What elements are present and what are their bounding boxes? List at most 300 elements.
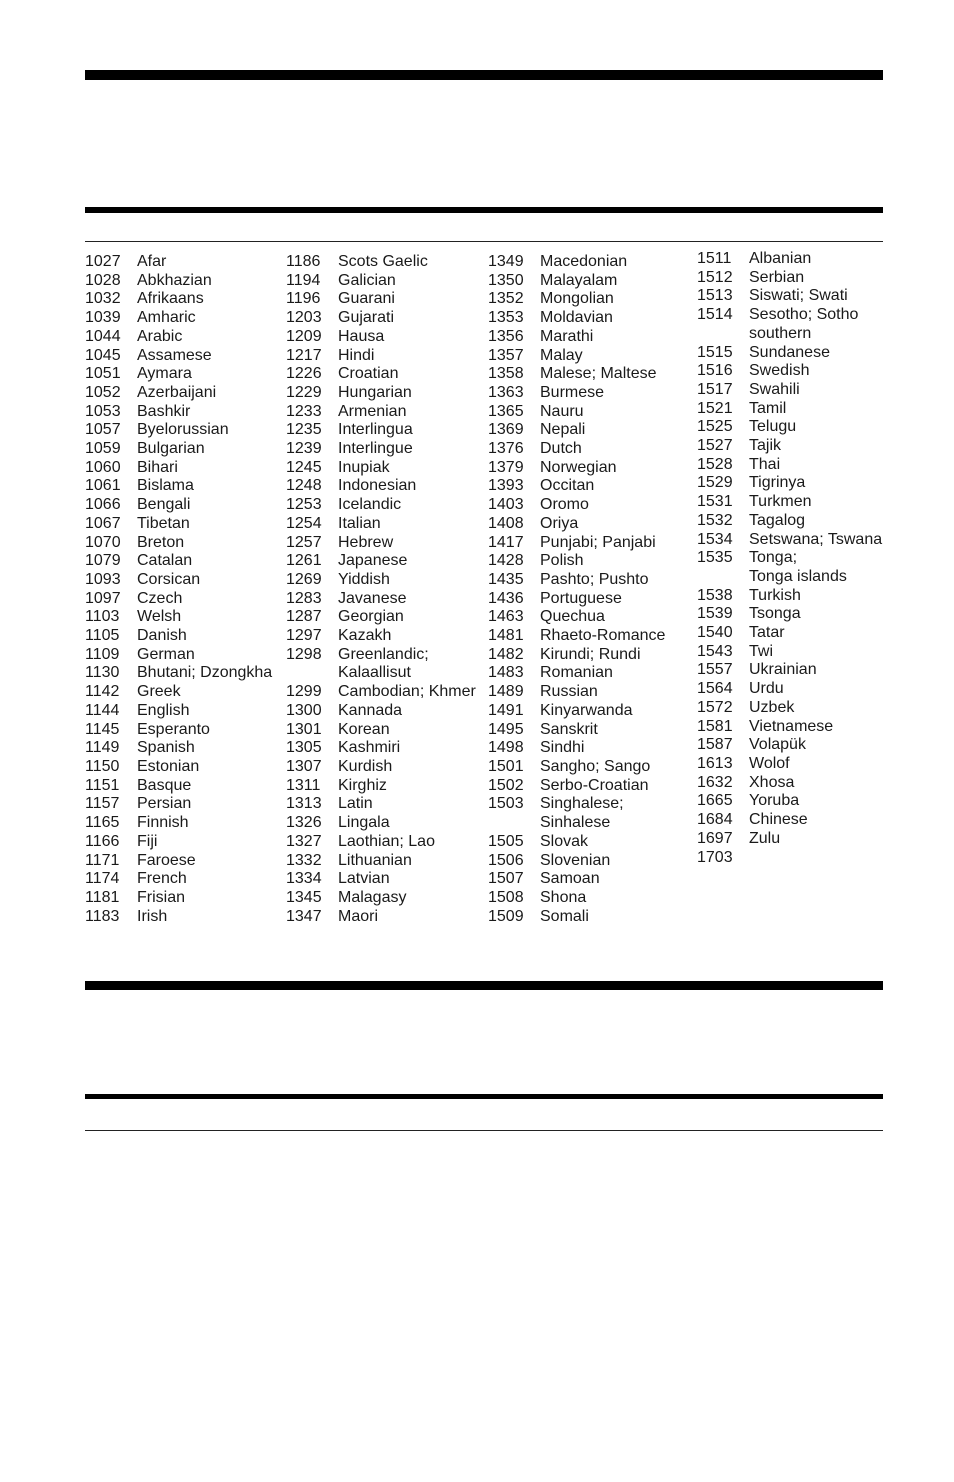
language-code: 1505 [488,832,524,850]
language-name: Assamese [137,346,212,364]
language-entry [85,814,282,833]
language-entry [85,459,282,478]
language-code: 1248 [286,477,322,495]
language-entry [286,365,483,384]
language-code: 1503 [488,795,524,813]
language-name: Swahili [749,380,800,398]
language-entry [85,290,282,309]
language-name: Esperanto [137,720,210,738]
language-name: Tajik [749,437,782,455]
language-code: 1307 [286,757,322,775]
language-entry [488,515,690,534]
language-entry [85,833,282,852]
language-entry [286,403,483,422]
language-code: 1352 [488,290,524,308]
language-name: Yoruba [749,792,800,810]
language-entry [488,552,690,571]
language-name: Armenian [338,402,407,420]
language-entry [286,552,483,571]
language-entry [85,702,282,721]
language-name: Corsican [137,570,201,588]
language-entry [286,758,483,777]
language-code: 1174 [85,870,120,888]
language-name: Kashmiri [338,739,401,757]
language-name: Yiddish [338,570,390,588]
language-code: 1557 [697,661,733,679]
language-code: 1535 [697,549,733,567]
language-code: 1525 [697,418,733,436]
language-name: Siswati; Swati [749,287,848,305]
language-name: Volapük [749,736,806,754]
language-name: Sangho; Sango [540,757,651,775]
language-entry [85,627,282,646]
language-entry [488,384,690,403]
language-entry [85,440,282,459]
language-code: 1489 [488,683,524,701]
language-name: Sesotho; Sotho southern [749,306,859,342]
language-entry [85,908,282,927]
language-name: Kirundi; Rundi [540,645,641,663]
language-code: 1538 [697,586,733,604]
language-name: Albanian [749,250,812,267]
language-code: 1044 [85,327,121,345]
language-entry [85,870,282,889]
language-entry [286,702,483,721]
language-code: 1703 [697,848,733,866]
language-column-2 [286,253,483,926]
language-code: 1203 [286,309,322,327]
language-entry [85,646,282,665]
language-name: Malay [540,346,583,364]
language-name: Japanese [338,552,408,570]
language-code: 1529 [697,474,733,492]
language-entry [286,739,483,758]
language-code: 1313 [286,795,322,813]
language-code: 1105 [85,627,120,645]
language-name: Bhutani; Dzongkha [137,664,273,682]
language-name: Occitan [540,477,595,495]
language-name: Breton [137,533,185,551]
language-name: Latin [338,795,373,813]
language-code: 1363 [488,383,524,401]
language-entry [286,646,483,683]
language-name: Tigrinya [749,474,806,492]
language-code: 1509 [488,907,524,925]
language-name: Hausa [338,327,385,345]
language-code: 1327 [286,832,322,850]
language-code: 1498 [488,739,524,757]
language-entry [488,590,690,609]
language-name: Kinyarwanda [540,701,633,719]
language-name: Vietnamese [749,717,834,735]
language-entry [286,590,483,609]
language-code: 1171 [85,851,120,869]
language-code: 1379 [488,458,524,476]
table-top-rule [85,241,883,242]
language-name: Sundanese [749,343,830,361]
language-code: 1334 [286,870,322,888]
language-name: Sindhi [540,739,585,757]
language-entry [85,515,282,534]
language-code: 1233 [286,402,322,420]
language-entry [697,811,884,830]
language-name: Portuguese [540,589,622,607]
language-code: 1356 [488,327,524,345]
language-name: Malese; Maltese [540,365,657,383]
language-code: 1358 [488,365,524,383]
language-code: 1376 [488,440,524,458]
language-name: Somali [540,907,589,925]
section-divider-medium-lower [85,1094,883,1099]
language-code: 1512 [697,268,733,286]
language-code: 1181 [85,888,120,906]
language-entry [85,272,282,291]
language-name: Chinese [749,811,808,829]
language-code: 1194 [286,271,321,289]
language-entry [286,870,483,889]
language-code: 1508 [488,888,524,906]
language-name: Xhosa [749,773,795,791]
language-name: Galician [338,271,396,289]
language-entry [286,608,483,627]
language-entry [488,646,690,665]
language-code: 1300 [286,701,322,719]
language-entry [697,474,884,493]
language-code: 1130 [85,664,120,682]
language-name: Indonesian [338,477,417,495]
language-name: Danish [137,627,187,645]
language-code: 1297 [286,627,322,645]
language-code: 1587 [697,736,733,754]
language-name: Persian [137,795,192,813]
language-name: Maori [338,907,379,925]
language-entry [85,496,282,515]
language-entry [286,496,483,515]
language-name: Burmese [540,383,605,401]
language-name: Arabic [137,327,183,345]
language-code: 1507 [488,870,524,888]
language-name: Tsonga [749,605,801,623]
language-entry [286,795,483,814]
language-name: Hindi [338,346,375,364]
language-entry [697,269,884,288]
language-entry [488,870,690,889]
language-entry [697,624,884,643]
language-code: 1543 [697,642,733,660]
language-entry [697,306,884,343]
language-name: Uzbek [749,698,795,716]
language-entry [697,643,884,662]
language-code: 1183 [85,907,120,925]
language-code: 1369 [488,421,524,439]
language-entry [488,721,690,740]
language-name: Korean [338,720,390,738]
language-name: Italian [338,514,381,532]
language-name: Turkish [749,586,801,604]
language-entry [488,777,690,796]
language-name: Cambodian; Khmer [338,683,476,701]
language-code: 1665 [697,792,733,810]
language-name: Gujarati [338,309,395,327]
language-code: 1061 [85,477,121,495]
language-name: Guarani [338,290,395,308]
language-entry [85,590,282,609]
language-entry [697,699,884,718]
table-top-rule-lower [85,1130,883,1131]
language-entry [488,627,690,646]
language-name: Croatian [338,365,399,383]
language-name: Interlingue [338,440,413,458]
language-entry [488,889,690,908]
language-entry [85,477,282,496]
language-code: 1052 [85,383,121,401]
language-entry [85,328,282,347]
language-entry [697,849,884,868]
language-name: English [137,701,190,719]
language-name: Serbian [749,268,805,286]
language-name: Marathi [540,327,594,345]
language-entry [697,512,884,531]
language-entry [85,739,282,758]
language-name: Irish [137,907,168,925]
language-name: Frisian [137,888,186,906]
language-entry [488,403,690,422]
language-entry [488,852,690,871]
language-entry [286,440,483,459]
language-code: 1417 [488,533,524,551]
language-code: 1481 [488,627,524,645]
language-entry [488,795,690,832]
language-entry [286,421,483,440]
language-name: Russian [540,683,598,701]
language-name: Setswana; Tswana [749,530,883,548]
language-name: Tatar [749,624,785,642]
section-divider-thick [85,70,883,80]
language-name: Abkhazian [137,271,212,289]
language-code: 1186 [286,253,321,270]
language-code: 1482 [488,645,524,663]
language-name: Bihari [137,458,178,476]
language-code: 1149 [85,739,120,757]
language-code: 1051 [85,365,121,383]
language-entry [488,833,690,852]
language-code: 1521 [697,399,733,417]
language-entry [85,365,282,384]
language-entry [697,680,884,699]
language-name: Welsh [137,608,182,626]
language-code: 1142 [85,683,120,701]
language-entry [85,534,282,553]
language-entry [286,477,483,496]
language-code: 1269 [286,570,322,588]
language-name: Samoan [540,870,600,888]
language-entry [488,365,690,384]
language-name: Basque [137,776,192,794]
language-code: 1365 [488,402,524,420]
language-code: 1311 [286,776,321,794]
language-entry [85,721,282,740]
language-name: Hebrew [338,533,394,551]
language-name: German [137,645,195,663]
language-code: 1150 [85,757,120,775]
language-code: 1517 [697,380,733,398]
language-entry [286,852,483,871]
language-code: 1196 [286,290,321,308]
language-entry [697,755,884,774]
language-code: 1514 [697,306,733,324]
language-entry [286,384,483,403]
language-entry [85,571,282,590]
language-code: 1632 [697,773,733,791]
language-code: 1502 [488,776,524,794]
language-entry [286,328,483,347]
language-entry [697,549,884,586]
language-entry [286,627,483,646]
language-code: 1067 [85,514,121,532]
language-name: Romanian [540,664,613,682]
language-name: Aymara [137,365,192,383]
language-name: Lingala [338,814,390,832]
language-name: Thai [749,455,781,473]
language-name: Bulgarian [137,440,205,458]
language-name: Georgian [338,608,404,626]
language-entry [697,362,884,381]
language-entry [697,381,884,400]
language-entry [85,758,282,777]
language-code: 1151 [85,776,120,794]
language-entry [697,344,884,363]
language-code: 1403 [488,496,524,514]
language-entry [697,418,884,437]
language-entry [697,287,884,306]
language-name: Sanskrit [540,720,598,738]
language-code: 1697 [697,829,733,847]
language-code: 1103 [85,608,120,626]
language-code: 1491 [488,701,524,719]
language-name: Afar [137,253,167,270]
language-code: 1528 [697,455,733,473]
language-code: 1217 [286,346,322,364]
language-entry [85,795,282,814]
language-code: 1257 [286,533,322,551]
language-code: 1301 [286,720,322,738]
language-entry [488,908,690,927]
language-entry [488,328,690,347]
language-code: 1572 [697,698,733,716]
language-name: Catalan [137,552,193,570]
language-entry [488,608,690,627]
language-entry [488,683,690,702]
language-code: 1239 [286,440,322,458]
language-code: 1235 [286,421,322,439]
language-name: Kazakh [338,627,392,645]
language-code: 1299 [286,683,322,701]
language-name: Inupiak [338,458,390,476]
language-code: 1109 [85,645,120,663]
language-code: 1515 [697,343,733,361]
language-name: Rhaeto-Romance [540,627,666,645]
language-name: Singhalese; Sinhalese [540,795,624,832]
language-name: Malayalam [540,271,618,289]
language-entry [85,664,282,683]
language-entry [697,605,884,624]
language-entry [488,496,690,515]
language-name: Lithuanian [338,851,412,869]
language-entry [85,889,282,908]
language-name: Bengali [137,496,191,514]
language-entry [286,777,483,796]
language-code: 1060 [85,458,121,476]
language-code: 1345 [286,888,322,906]
language-entry [697,718,884,737]
language-name: Mongolian [540,290,614,308]
language-code: 1350 [488,271,524,289]
language-code: 1283 [286,589,322,607]
language-name: Tonga; Tonga islands [749,549,847,585]
language-code: 1057 [85,421,121,439]
language-name: Bashkir [137,402,191,420]
language-name: French [137,870,187,888]
language-entry [488,571,690,590]
language-code: 1393 [488,477,524,495]
language-name: Javanese [338,589,407,607]
language-code: 1531 [697,493,733,511]
language-name: Wolof [749,754,790,772]
section-divider-medium [85,207,883,213]
language-name: Pashto; Pushto [540,570,649,588]
language-code: 1357 [488,346,524,364]
language-name: Nepali [540,421,586,439]
language-name: Kannada [338,701,403,719]
language-entry [286,272,483,291]
language-name: Punjabi; Panjabi [540,533,656,551]
language-entry [286,253,483,272]
language-name: Amharic [137,309,196,327]
language-name: Estonian [137,757,200,775]
language-code: 1540 [697,624,733,642]
language-code: 1165 [85,814,120,832]
language-code: 1066 [85,496,121,514]
language-name: Turkmen [749,493,812,511]
language-entry [488,664,690,683]
language-entry [697,250,884,269]
language-code: 1226 [286,365,322,383]
language-code: 1436 [488,589,524,607]
language-name: Scots Gaelic [338,253,428,270]
language-code: 1495 [488,720,524,738]
language-name: Norwegian [540,458,617,476]
language-name: Urdu [749,680,784,698]
language-code: 1428 [488,552,524,570]
language-entry [488,739,690,758]
language-entry [488,421,690,440]
language-code: 1511 [697,250,732,267]
language-name: Swedish [749,362,810,380]
language-entry [697,736,884,755]
language-entry [697,400,884,419]
language-entry [85,384,282,403]
language-code: 1564 [697,680,733,698]
language-code: 1349 [488,253,524,270]
language-entry [697,456,884,475]
language-entry [488,534,690,553]
language-code: 1039 [85,309,121,327]
language-entry [286,347,483,366]
language-code: 1209 [286,327,322,345]
language-code: 1166 [85,832,120,850]
language-entry [488,272,690,291]
language-name: Faroese [137,851,196,869]
